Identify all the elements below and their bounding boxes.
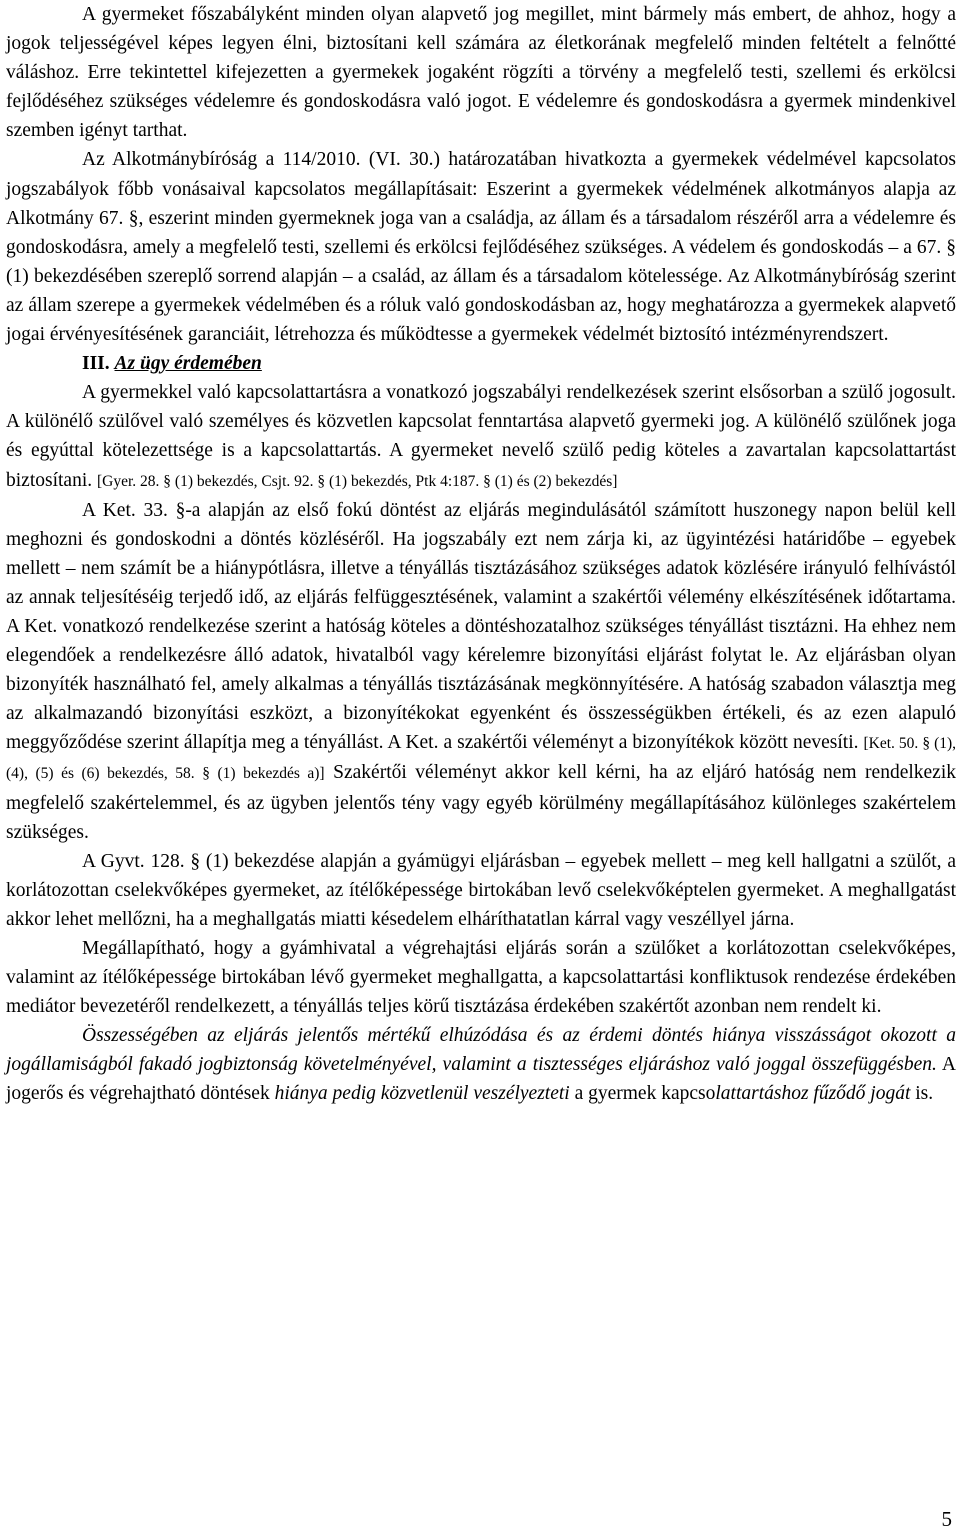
legal-reference: [Ket. 50. § (1), (4), (5) és (6) bekezdés, 58. § (1) bekezdés a)] — [6, 735, 957, 783]
paragraph-gyvt-hearing — [6, 847, 956, 934]
document-page — [6, 0, 956, 1109]
conclusion-italic-text-3: lattartáshoz fűződő jogát — [715, 1083, 911, 1105]
paragraph-findings — [6, 934, 956, 1021]
paragraph-text: A Gyvt. 128. § (1) bekezdése alapján a gyámügyi eljárásban – egyebek mellett – meg kell hallgatni a szülőt, a korlátozottan cselekvőképes gyermeket, az ítélőképessége birtokában levő cselekvőképtelen gyermeket. A meghallgatást akkor lehet mellőzni, ha a meghallgatás miatti késedelem elháríthatatlan kárral vagy veszéllyel járna. — [6, 850, 956, 930]
paragraph-constitutional-court — [6, 145, 956, 349]
paragraph-text: A gyermeket főszabályként minden olyan alapvető jog megillet, mint bármely más embert, de ahhoz, hogy a jogok teljességével képes legyen élni, biztosítani kell számára az életkorának megfelelő minden feltételt a felnőtté váláshoz. Erre tekintettel kifejezetten a gyermekek jogaként rögzíti a törvény a megfelelő testi, szellemi és erkölcsi fejlődéséhez szükséges védelemre és gondoskodásra való jogot. E védelemre és gondoskodásra a gyermek mindenkivel szemben igényt tarthat. — [6, 4, 956, 142]
conclusion-text: A jogerős és végrehajtható döntések — [6, 1054, 956, 1105]
section-number: III. — [82, 353, 110, 375]
conclusion-italic-text: Összességében az eljárás jelentős mértékű elhúzódása és az érdemi döntés hiánya visszásságot okozott a jogállamiságból fakadó jogbiztonság követelményével, valamint a tisztességes eljáráshoz való joggal összefüggésben. — [6, 1025, 956, 1076]
paragraph-contact-rights — [6, 378, 956, 495]
conclusion-text-2: a gyermek kapcso — [569, 1083, 716, 1105]
paragraph-text: A gyermekkel való kapcsolattartásra a vonatkozó jogszabályi rendelkezések szerint elsősorban a szülő jogosult. A különélő szülővel való személyes és közvetlen kapcsolat fenntartása alapvető gyermeki jog. A különélő szülőnek joga és egyúttal kötelezettsége is a kapcsolattartás. A gyermeket nevelő szülő pedig köteles a zavartalan kapcsolattartást biztosítani. — [6, 382, 956, 491]
paragraph-conclusion — [6, 1021, 956, 1108]
paragraph-text: Az Alkotmánybíróság a 114/2010. (VI. 30.) határozatában hivatkozta a gyermekek védelmével kapcsolatos jogszabályok főbb vonásaival kapcsolatos megállapításait: Eszerint a gyermekek védelmének alkotmányos alapja az Alkotmány 67. §, eszerint minden gyermeknek joga van a családja, az állam és a társadalom részéről arra a védelemre és gondoskodásra, amely a megfelelő testi, szellemi és erkölcsi fejlődéséhez szükséges. A védelem és gondoskodás – a 67. § (1) bekezdésében szereplő sorrend alapján – a család, az állam és a társadalom kötelessége. Az Alkotmánybíróság szerint az állam szerepe a gyermekek védelmében és a róluk való gondoskodásban az, hogy meghatározza a gyermekek alapvető jogai érvényesítésének garanciáit, létrehozza és működtesse a gyermekek védelmét biztosító intézményrendszert. — [6, 149, 956, 346]
paragraph-ket-procedure — [6, 496, 956, 847]
legal-reference: [Gyer. 28. § (1) bekezdés, Csjt. 92. § (1) bekezdés, Ptk 4:187. § (1) és (2) bekezdés] — [97, 472, 618, 490]
conclusion-italic-text-2: hiánya pedig közvetlenül veszélyezteti — [274, 1083, 570, 1105]
conclusion-text-3: is. — [910, 1083, 934, 1105]
paragraph-text: Megállapítható, hogy a gyámhivatal a végrehajtási eljárás során a szülőket a korlátozottan cselekvőképes, valamint az ítélőképessége birtokában lévő gyermeket meghallgatta, a kapcsolattartási konfliktusok rendezése érdekében mediátor bevezetéről rendelkezett, a tényállás teljes körű tisztázása érdekében szakértőt azonban nem rendelt ki. — [6, 938, 956, 1018]
paragraph-text: A Ket. 33. §-a alapján az első fokú döntést az eljárás megindulásától számított huszonegy napon belül kell meghozni és gondoskodni a döntés közléséről. Ha jogszabály ezt nem zárja ki, az ügyintézési határidőbe – egyebek mellett – nem számít be a hiánypótlásra, illetve a tényállás tisztázásához szükséges adatok közlésére irányuló felhívástól az annak teljesítéséig terjedő idő, az eljárás felfüggesztésének, valamint a szakértői vélemény elkészítésének időtartama. A Ket. vonatkozó rendelkezése szerint a hatóság köteles a döntéshozatalhoz szükséges tényállást tisztázni. Ha ehhez nem elegendőek a rendelkezésre álló adatok, hivatalból vagy kérelemre bizonyítási eljárást folytat le. Az eljárásban olyan bizonyíték használható fel, amely alkalmas a tényállás tisztázásának megkönnyítésére. A hatóság szabadon választja meg az alkalmazandó bizonyítási eszközt, a bizonyítékokat egyenként és összességükben értékeli, és az ezen alapuló meggyőződése szerint állapítja meg a tényállást. A Ket. a szakértői véleményt a bizonyítékok között nevesíti. — [6, 499, 956, 754]
page-number: 5 — [941, 1507, 952, 1531]
paragraph-text-continued: Szakértői véleményt akkor kell kérni, ha az eljáró hatóság nem rendelkezik megfelelő szakértelemmel, és az ügyben jelentős tény vagy egyéb körülmény megállapításához különleges szakértelem szükséges. — [6, 762, 957, 843]
paragraph-child-rights — [6, 0, 956, 145]
section-heading — [6, 349, 956, 378]
section-title: Az ügy érdemében — [114, 353, 262, 375]
